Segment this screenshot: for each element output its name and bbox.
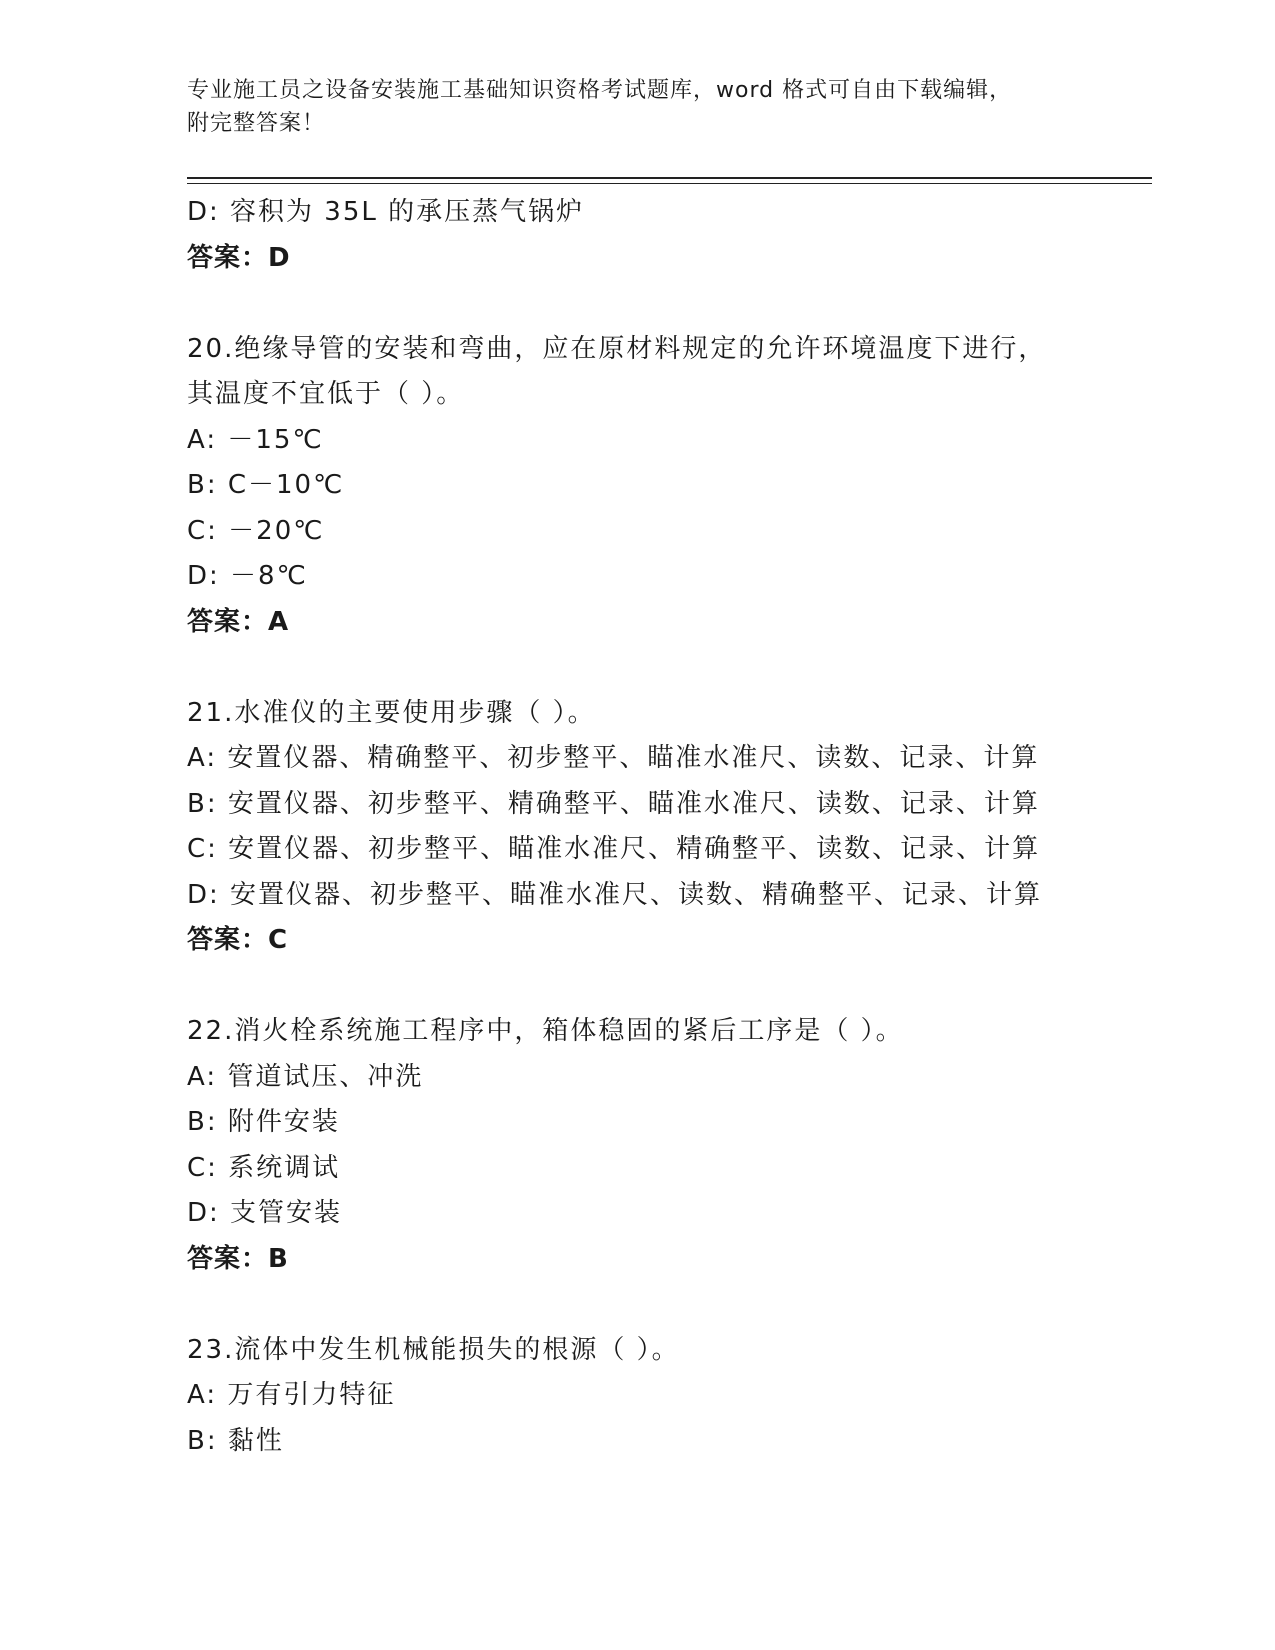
question-stem: 20.绝缘导管的安装和弯曲，应在原材料规定的允许环境温度下进行， bbox=[187, 333, 1047, 364]
option-d: D: －8℃ bbox=[187, 561, 308, 591]
option-a: A: 管道试压、冲洗 bbox=[187, 1061, 424, 1092]
option-a: A: 万有引力特征 bbox=[187, 1380, 396, 1410]
option-a: A: 安置仪器、精确整平、初步整平、瞄准水准尺、读数、记录、计算 bbox=[187, 743, 1040, 773]
option-b: B: 黏性 bbox=[187, 1425, 284, 1456]
answer: 答案：C bbox=[187, 925, 289, 955]
spacer bbox=[187, 281, 1107, 327]
option-c: C: －20℃ bbox=[187, 515, 325, 546]
header-rule-thin bbox=[187, 183, 1152, 184]
question-22 bbox=[187, 1009, 1107, 1282]
question-23 bbox=[187, 1328, 1107, 1465]
answer: 答案：B bbox=[187, 1243, 289, 1274]
header-line-2: 附完整答案！ bbox=[187, 111, 326, 136]
document-header bbox=[187, 74, 1067, 140]
answer: 答案：A bbox=[187, 606, 290, 637]
spacer bbox=[187, 1282, 1107, 1328]
option-b: B: 附件安装 bbox=[187, 1107, 340, 1137]
header-line-1: 专业施工员之设备安装施工基础知识资格考试题库，word 格式可自由下载编辑， bbox=[187, 78, 1013, 103]
prev-option-d: D: 容积为 35L 的承压蒸气锅炉 bbox=[187, 197, 585, 227]
prev-answer: 答案：D bbox=[187, 242, 291, 273]
spacer bbox=[187, 645, 1107, 691]
option-b: B: 安置仪器、初步整平、精确整平、瞄准水准尺、读数、记录、计算 bbox=[187, 788, 1040, 819]
question-stem: 22.消火栓系统施工程序中，箱体稳固的紧后工序是（ ）。 bbox=[187, 1016, 904, 1046]
question-stem-cont: 其温度不宜低于（ ）。 bbox=[187, 379, 465, 409]
option-b: B: C－10℃ bbox=[187, 470, 345, 500]
question-content bbox=[187, 190, 1107, 1464]
option-c: C: 系统调试 bbox=[187, 1152, 341, 1183]
option-c: C: 安置仪器、初步整平、瞄准水准尺、精确整平、读数、记录、计算 bbox=[187, 834, 1041, 864]
question-stem: 23.流体中发生机械能损失的根源（ ）。 bbox=[187, 1334, 680, 1365]
option-d: D: 安置仪器、初步整平、瞄准水准尺、读数、精确整平、记录、计算 bbox=[187, 879, 1043, 910]
option-d: D: 支管安装 bbox=[187, 1198, 343, 1228]
question-20 bbox=[187, 327, 1107, 646]
spacer bbox=[187, 964, 1107, 1010]
question-stem: 21.水准仪的主要使用步骤（ ）。 bbox=[187, 697, 596, 728]
header-rule-thick bbox=[187, 177, 1152, 179]
question-21 bbox=[187, 691, 1107, 964]
option-a: A: －15℃ bbox=[187, 424, 324, 455]
